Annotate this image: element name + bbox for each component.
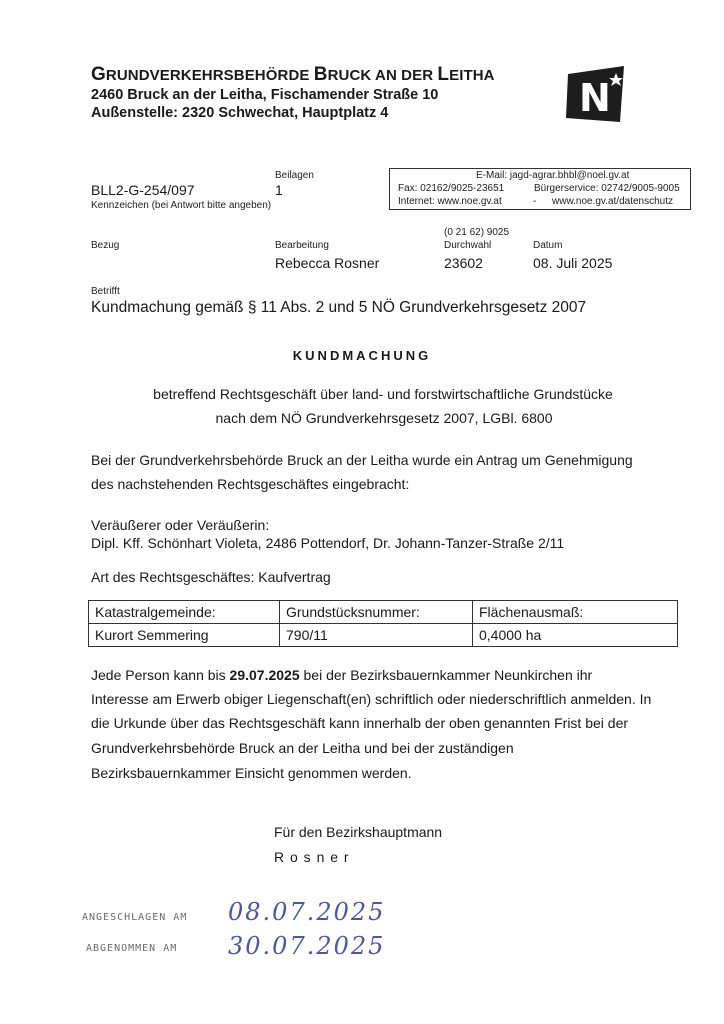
table-header: Grundstücksnummer: — [280, 601, 473, 624]
contact-box — [389, 168, 691, 210]
logo-letter: N — [579, 76, 611, 120]
parcels-table — [88, 600, 678, 647]
contact-dash: - — [533, 196, 537, 207]
posted-date-handwritten: 08.07.2025 — [228, 898, 386, 926]
durchwahl-label: Durchwahl — [444, 240, 492, 251]
authority-name-part: EITHA — [449, 67, 495, 84]
notice-subtitle-2: nach dem NÖ Grundverkehrsgesetz 2007, LGBl. 6800 — [215, 410, 553, 426]
closing-line-3: die Urkunde über das Rechtsgeschäft kann innerhalb der oben genannten Frist bei der — [91, 715, 629, 731]
signature-name: R o s n e r — [274, 849, 350, 865]
bearbeitung-value: Rebecca Rosner — [275, 255, 380, 271]
authority-name-part: B — [313, 64, 328, 85]
seller-value: Dipl. Kff. Schönhart Violeta, 2486 Pottendorf, Dr. Johann-Tanzer-Straße 2/11 — [91, 535, 565, 551]
branch-address: Außenstelle: 2320 Schwechat, Hauptplatz 4 — [91, 105, 389, 121]
table-header-row — [89, 601, 678, 624]
intro-line-2: des nachstehenden Rechtsgeschäftes eingebracht: — [91, 476, 410, 492]
seller-label: Veräußerer oder Veräußerin: — [91, 517, 270, 533]
closing-line-1 — [91, 667, 592, 683]
bezug-label: Bezug — [91, 240, 120, 251]
contact-buergerservice: Bürgerservice: 02742/9005-9005 — [534, 183, 680, 194]
deadline-date: 29.07.2025 — [229, 667, 300, 683]
betrifft-label: Betrifft — [91, 286, 120, 297]
beilagen-value: 1 — [275, 182, 283, 198]
table-header: Flächenausmaß: — [473, 601, 678, 624]
posted-stamp-label: ANGESCHLAGEN AM — [82, 912, 188, 923]
reference-label: Kennzeichen (bei Antwort bitte angeben) — [91, 200, 272, 211]
transaction-type: Art des Rechtsgeschäftes: Kaufvertrag — [91, 569, 331, 585]
table-cell: 0,4000 ha — [473, 624, 678, 647]
authority-name — [91, 64, 495, 86]
authority-name-part: RUCK AN DER — [327, 67, 438, 84]
removed-stamp-label: ABGENOMMEN AM — [86, 943, 178, 954]
durchwahl-value: 23602 — [444, 255, 483, 271]
subject-line: Kundmachung gemäß § 11 Abs. 2 und 5 NÖ Grundverkehrsgesetz 2007 — [91, 299, 587, 316]
closing-text: bei der Bezirksbauernkammer Neunkirchen ihr — [299, 667, 593, 683]
notice-title: KUNDMACHUNG — [292, 348, 432, 363]
contact-fax: Fax: 02162/9025-23651 — [398, 183, 505, 194]
table-cell: 790/11 — [280, 624, 473, 647]
authority-name-part: L — [437, 64, 450, 85]
notice-subtitle-1: betreffend Rechtsgeschäft über land- und forstwirtschaftliche Grundstücke — [153, 386, 613, 402]
contact-email: E-Mail: jagd-agrar.bhbl@noel.gv.at — [476, 170, 630, 181]
closing-line-2: Interesse am Erwerb obiger Liegenschaft(en) schriftlich oder niederschriftlich anmelden. In — [91, 691, 652, 707]
date-value: 08. Juli 2025 — [533, 255, 613, 271]
authority-address: 2460 Bruck an der Leitha, Fischamender Straße 10 — [91, 87, 439, 103]
datum-label: Datum — [533, 240, 563, 251]
contact-datenschutz: www.noe.gv.at/datenschutz — [552, 196, 673, 207]
signature-for-line: Für den Bezirkshauptmann — [274, 824, 443, 840]
table-row — [89, 624, 678, 647]
intro-line-1: Bei der Grundverkehrsbehörde Bruck an der Leitha wurde ein Antrag um Genehmigung — [91, 452, 633, 468]
phone-prefix: (0 21 62) 9025 — [444, 227, 510, 238]
closing-line-4: Grundverkehrsbehörde Bruck an der Leitha und bei der zuständigen — [91, 740, 514, 756]
reference-number: BLL2-G-254/097 — [91, 182, 195, 198]
closing-line-5: Bezirksbauernkammer Einsicht genommen werden. — [91, 765, 412, 781]
bearbeitung-label: Bearbeitung — [275, 240, 329, 251]
table-cell: Kurort Semmering — [89, 624, 280, 647]
closing-text: Jede Person kann bis — [91, 667, 230, 683]
noe-logo — [566, 66, 628, 122]
table-header: Katastralgemeinde: — [89, 601, 280, 624]
beilagen-label: Beilagen — [275, 170, 314, 181]
removed-date-handwritten: 30.07.2025 — [228, 932, 386, 960]
authority-name-part: G — [91, 64, 106, 85]
authority-name-part: RUNDVERKEHRSBEHÖRDE — [105, 67, 314, 84]
contact-internet: Internet: www.noe.gv.at — [398, 196, 502, 207]
